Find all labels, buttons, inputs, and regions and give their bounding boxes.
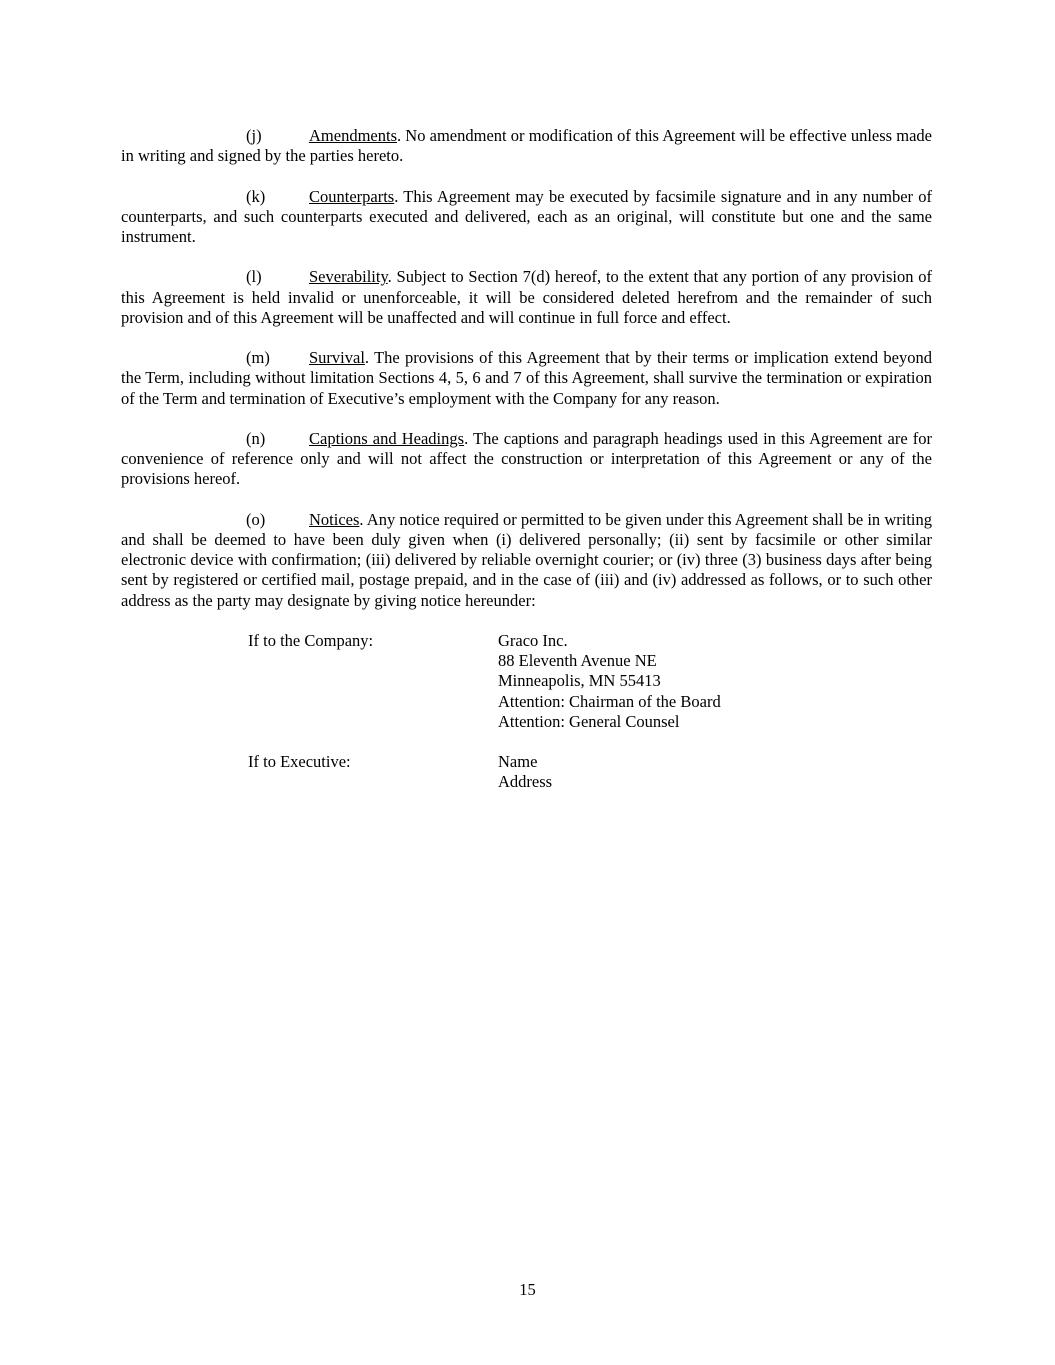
paragraph-survival [121,348,932,409]
document-body [121,126,932,813]
notice-line: Minneapolis, MN 55413 [498,671,661,691]
notice-company-address [498,631,932,732]
paragraph-label: (j) [246,126,262,145]
paragraph-body: . Any notice required or permitted to be given under this Agreement shall be in writing and shall be deemed to have been duly given when (i) delivered personally; (ii) sent by facsimile or other similar electronic device with confirmation; (iii) delivered by reliable overnight courier; or (iv) three (3) business days after being sent by registered or certified mail, postage prepaid, and in the case of (iii) and (iv) addressed as follows, or to such other address as the party may designate by giving notice hereunder: [121,509,932,610]
notice-address-block [248,631,932,793]
paragraph-label: (n) [246,428,266,448]
paragraph-captions-and-headings [121,429,932,490]
notice-label: If to Executive: [248,752,351,772]
notice-line: Attention: General Counsel [498,711,680,731]
paragraph-label: (o) [246,509,266,529]
notice-label: If to the Company: [248,630,374,650]
paragraph-heading: Captions and Headings [309,428,465,448]
paragraph-body: . The provisions of this Agreement that by their terms or implication extend beyond the Term, including without limitation Sections 4, 5, 6 and 7 of this Agreement, shall survive the termination or expiration of the Term and termination of Executive’s employment with the Company for any reason. [121,348,932,408]
notice-line: Attention: Chairman of the Board [498,691,721,711]
notice-executive-row [248,752,932,792]
paragraph-label: (m) [246,348,270,368]
page-number: 15 [519,1280,536,1299]
paragraph-heading: Survival [309,348,365,368]
notice-line: 88 Eleventh Avenue NE [498,651,657,671]
notice-line: Graco Inc. [498,630,568,650]
paragraph-heading: Severability [309,267,388,287]
paragraph-label: (l) [246,267,262,287]
paragraph-body: . The captions and paragraph headings used in this Agreement are for convenience of reference only and will not affect the construction or interpretation of this Agreement or any of the provisions hereof. [121,428,933,489]
paragraph-amendments [121,126,932,166]
paragraph-heading: Counterparts [309,186,395,206]
paragraph-body: . Subject to Section 7(d) hereof, to the extent that any portion of any provision of this Agreement is held invalid or unenforceable, it will be considered deleted herefrom and the remainder of such provision and of this Agreement will be unaffected and will continue in full force and effect. [121,267,932,327]
paragraph-body: . No amendment or modification of this Agreement will be effective unless made in writing and signed by the parties hereto. [121,126,932,166]
notice-line: Name [498,752,538,772]
paragraph-notices [121,510,932,611]
notice-company-row [248,631,932,732]
notice-line: Address [498,772,553,792]
paragraph-counterparts [121,187,932,248]
paragraph-heading: Notices [309,509,360,529]
notice-executive-address [498,752,932,792]
paragraph-body: . This Agreement may be executed by facsimile signature and in any number of counterparts, and such counterparts executed and delivered, each as an original, will constitute but one and the same instrument. [121,186,932,246]
paragraph-heading: Amendments [309,126,397,145]
paragraph-severability [121,267,932,328]
paragraph-label: (k) [246,186,266,206]
